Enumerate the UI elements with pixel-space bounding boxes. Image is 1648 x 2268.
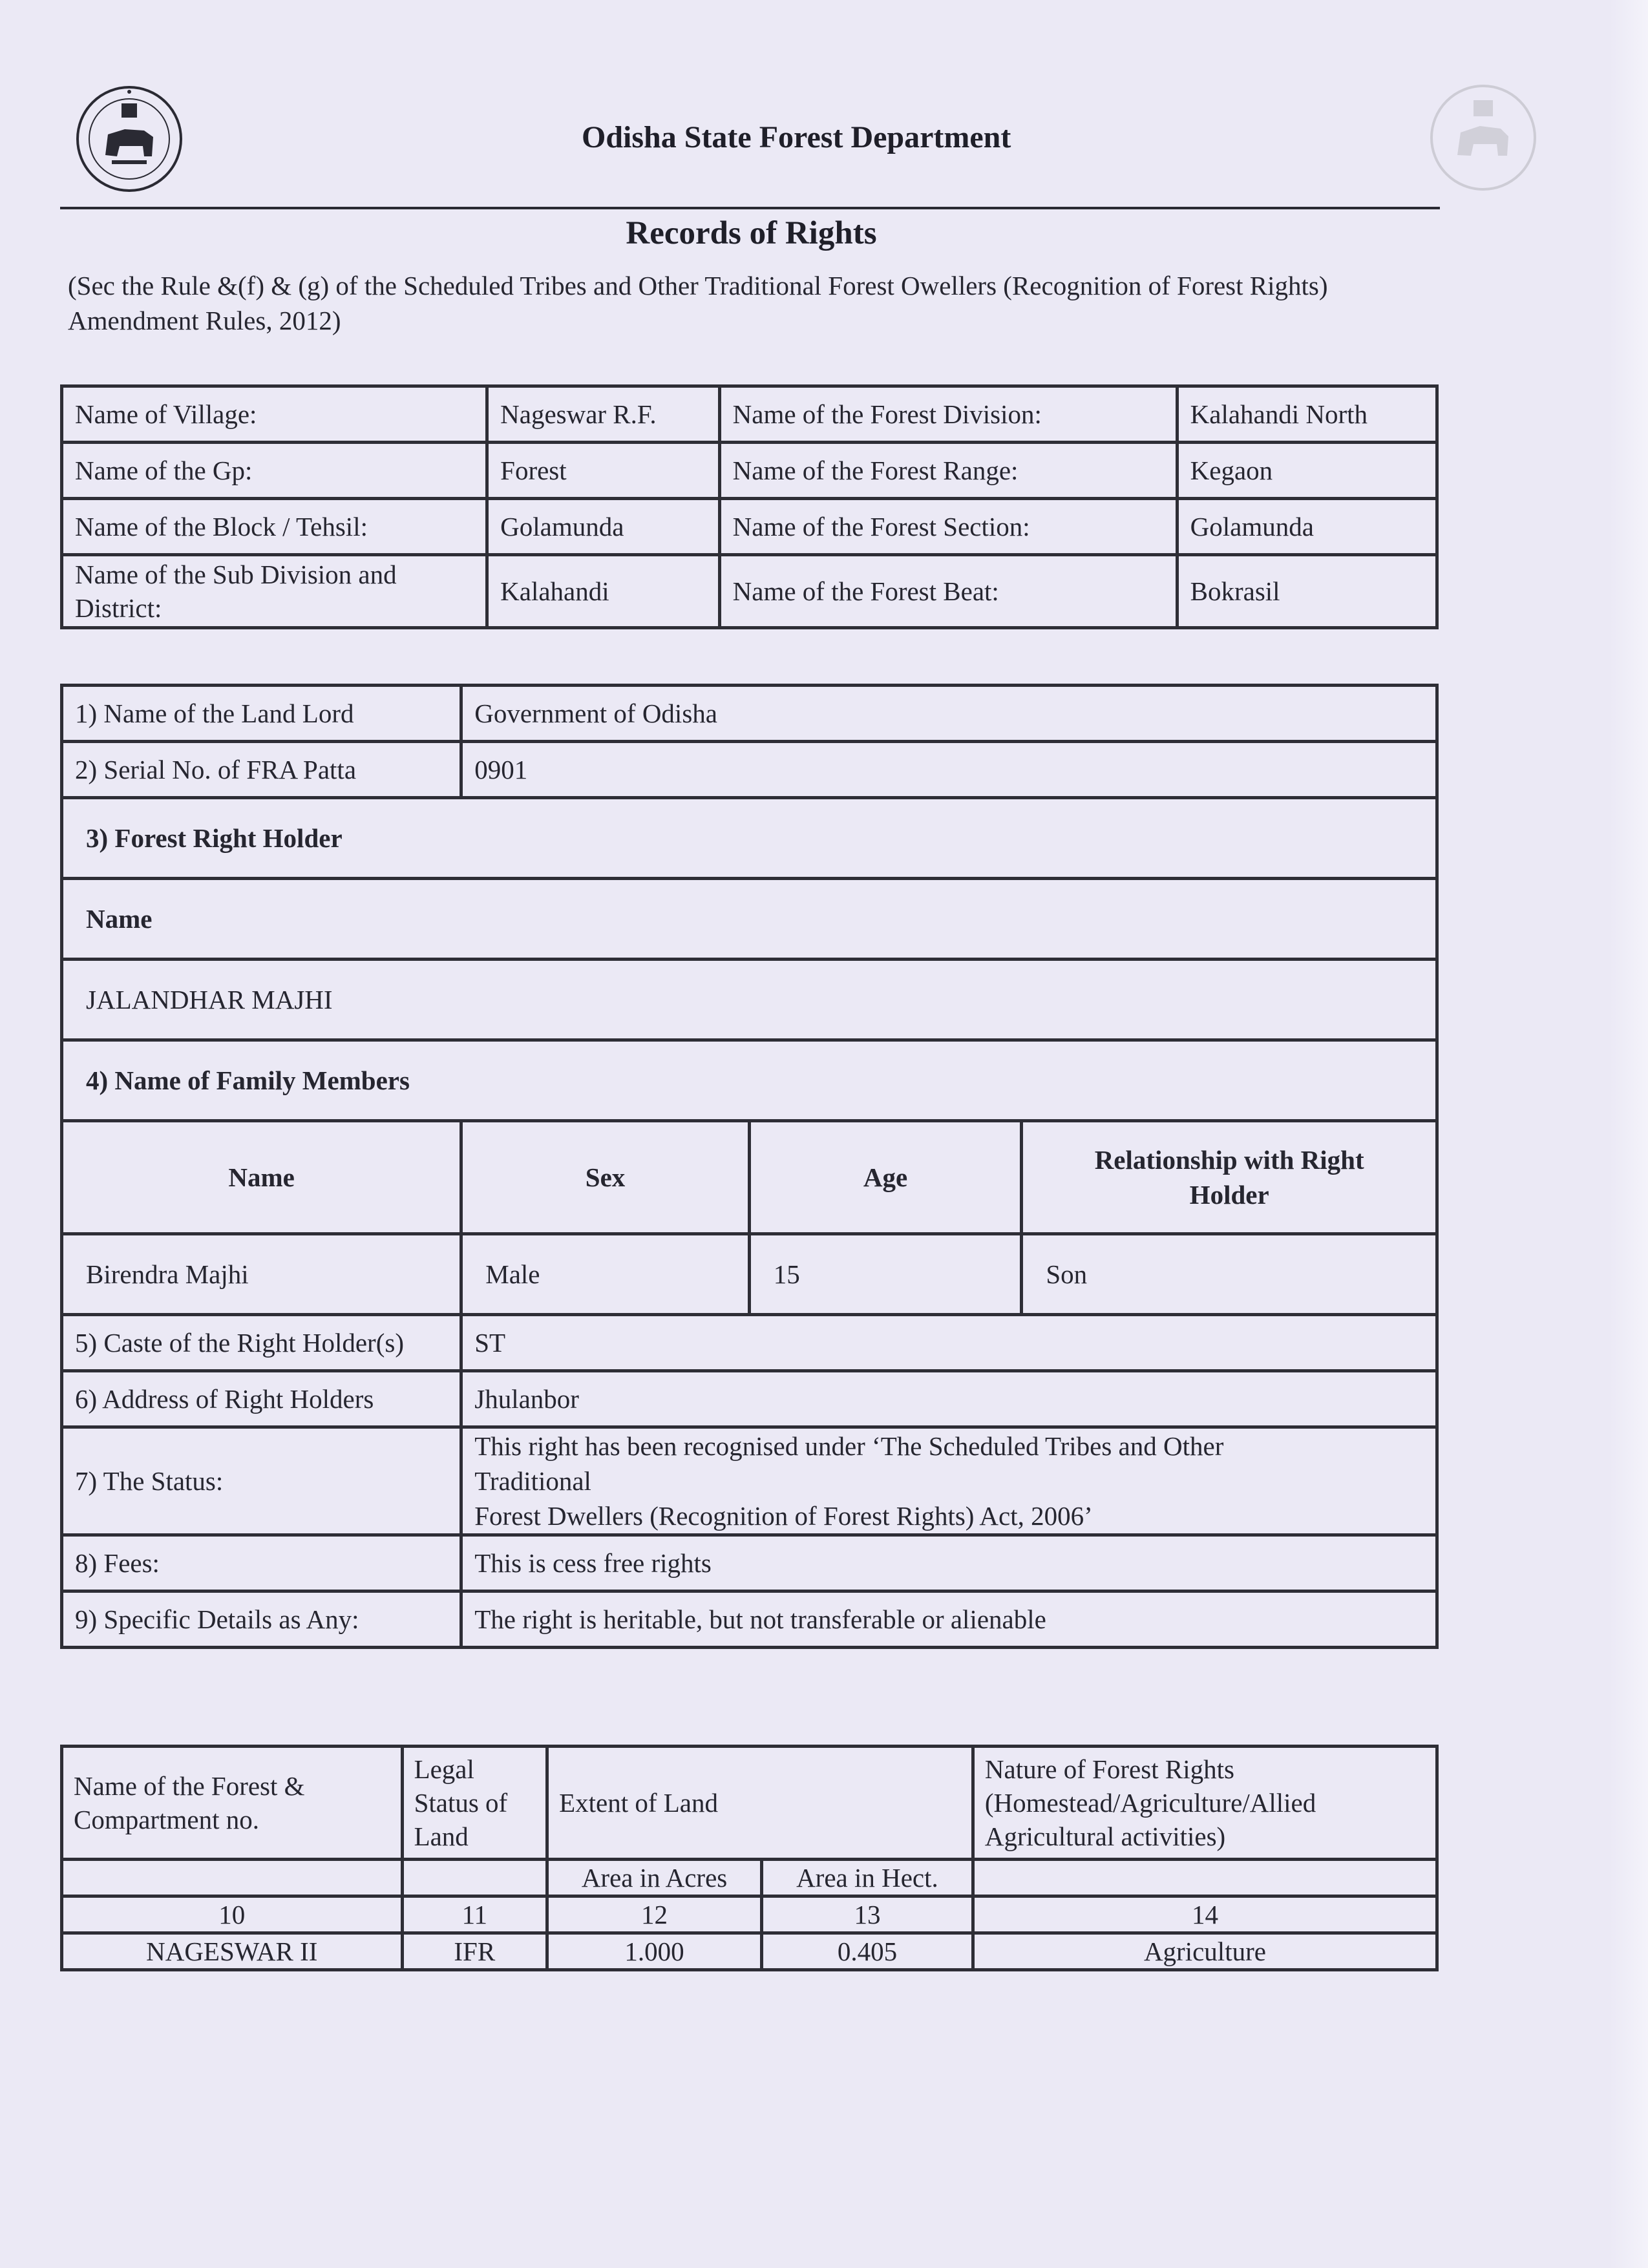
- division-label: Name of the Forest Division:: [719, 386, 1177, 443]
- subheader-hect: Area in Hect.: [761, 1860, 973, 1896]
- empty-cell: [62, 1860, 403, 1896]
- column-header-age: Age: [749, 1121, 1022, 1234]
- village-value: Nageswar R.F.: [487, 386, 720, 443]
- rights-details-table: [60, 684, 1439, 1649]
- column-number-11: 11: [402, 1896, 547, 1933]
- column-header-sex: Sex: [461, 1121, 750, 1234]
- header-divider: [60, 207, 1440, 209]
- table-row: [62, 555, 1437, 628]
- name-heading: Name: [62, 879, 1437, 960]
- section-value: Golamunda: [1177, 499, 1437, 555]
- village-label: Name of Village:: [62, 386, 487, 443]
- subheader-acres: Area in Acres: [547, 1860, 762, 1896]
- member-age: 15: [749, 1234, 1022, 1315]
- column-header-nature: Nature of Forest Rights (Homestead/Agriculture/Allied Agricultural activities): [973, 1747, 1437, 1860]
- subdivision-value: Kalahandi: [487, 555, 720, 628]
- section-label: Name of the Forest Section:: [719, 499, 1177, 555]
- table-number-row: [62, 1896, 1437, 1933]
- rule-reference: (Sec the Rule &(f) & (g) of the Scheduled Tribes and Other Traditional Forest Owellers (Recognition of Forest Rights) Amendment Rules, 2012): [68, 271, 1328, 335]
- range-label: Name of the Forest Range:: [719, 443, 1177, 499]
- column-header-relationship: Relationship with Right Holder: [1022, 1121, 1437, 1234]
- range-value: Kegaon: [1177, 443, 1437, 499]
- table-row: [62, 879, 1437, 960]
- landlord-value: Government of Odisha: [461, 686, 1437, 742]
- column-header-forest: Name of the Forest & Compartment no.: [62, 1747, 403, 1860]
- member-name: Birendra Majhi: [62, 1234, 461, 1315]
- column-number-10: 10: [62, 1896, 403, 1933]
- department-title: Odisha State Forest Department: [582, 120, 1011, 154]
- subdivision-label: Name of the Sub Division and District:: [62, 555, 487, 628]
- specific-value: The right is heritable, but not transferable or alienable: [461, 1591, 1437, 1648]
- serial-value: 0901: [461, 742, 1437, 798]
- fees-label: 8) Fees:: [62, 1535, 461, 1591]
- odisha-emblem-icon: [74, 84, 184, 194]
- block-value: Golamunda: [487, 499, 720, 555]
- address-label: 6) Address of Right Holders: [62, 1371, 461, 1427]
- area-acres: 1.000: [547, 1933, 762, 1970]
- column-header-extent: Extent of Land: [547, 1747, 973, 1860]
- serial-label: 2) Serial No. of FRA Patta: [62, 742, 461, 798]
- table-row: [62, 1427, 1437, 1535]
- column-number-14: 14: [973, 1896, 1437, 1933]
- table-row: [62, 499, 1437, 555]
- beat-value: Bokrasil: [1177, 555, 1437, 628]
- status-label: 7) The Status:: [62, 1427, 461, 1535]
- faded-emblem-icon: [1428, 81, 1538, 194]
- page-title: Records of Rights: [626, 215, 877, 251]
- table-row: [62, 960, 1437, 1040]
- table-subheader-row: [62, 1860, 1437, 1896]
- holder-heading: 3) Forest Right Holder: [62, 798, 1437, 879]
- empty-cell: [402, 1860, 547, 1896]
- column-header-name: Name: [62, 1121, 461, 1234]
- table-row: [62, 1371, 1437, 1427]
- specific-label: 9) Specific Details as Any:: [62, 1591, 461, 1648]
- table-header-row: [62, 1121, 1437, 1234]
- table-row: [62, 1234, 1437, 1315]
- status-line-2: Forest Dwellers (Recognition of Forest Rights) Act, 2006’: [474, 1501, 1093, 1531]
- column-header-legal-status: Legal Status of Land: [402, 1747, 547, 1860]
- beat-label: Name of the Forest Beat:: [719, 555, 1177, 628]
- table-row: [62, 1933, 1437, 1970]
- table-row: [62, 1535, 1437, 1591]
- table-row: [62, 742, 1437, 798]
- column-number-12: 12: [547, 1896, 762, 1933]
- table-row: [62, 1040, 1437, 1121]
- caste-label: 5) Caste of the Right Holder(s): [62, 1315, 461, 1371]
- table-row: [62, 1315, 1437, 1371]
- empty-cell: [973, 1860, 1437, 1896]
- table-row: [62, 1591, 1437, 1648]
- forest-name: NAGESWAR II: [62, 1933, 403, 1970]
- area-hect: 0.405: [761, 1933, 973, 1970]
- status-line-1: This right has been recognised under ‘The Scheduled Tribes and Other Traditional: [474, 1431, 1224, 1496]
- legal-status: IFR: [402, 1933, 547, 1970]
- table-row: [62, 443, 1437, 499]
- landlord-label: 1) Name of the Land Lord: [62, 686, 461, 742]
- block-label: Name of the Block / Tehsil:: [62, 499, 487, 555]
- location-table: [60, 384, 1439, 629]
- table-row: [62, 798, 1437, 879]
- table-row: [62, 386, 1437, 443]
- table-row: [62, 686, 1437, 742]
- table-header-row: [62, 1747, 1437, 1860]
- column-number-13: 13: [761, 1896, 973, 1933]
- division-value: Kalahandi North: [1177, 386, 1437, 443]
- caste-value: ST: [461, 1315, 1437, 1371]
- fees-value: This is cess free rights: [461, 1535, 1437, 1591]
- gp-value: Forest: [487, 443, 720, 499]
- member-relationship: Son: [1022, 1234, 1437, 1315]
- gp-label: Name of the Gp:: [62, 443, 487, 499]
- holder-name: JALANDHAR MAJHI: [62, 960, 1437, 1040]
- land-table: [60, 1745, 1439, 1971]
- family-heading: 4) Name of Family Members: [62, 1040, 1437, 1121]
- nature-of-rights: Agriculture: [973, 1933, 1437, 1970]
- member-sex: Male: [461, 1234, 750, 1315]
- status-value: [461, 1427, 1437, 1535]
- address-value: Jhulanbor: [461, 1371, 1437, 1427]
- page-edge: [1609, 0, 1648, 2268]
